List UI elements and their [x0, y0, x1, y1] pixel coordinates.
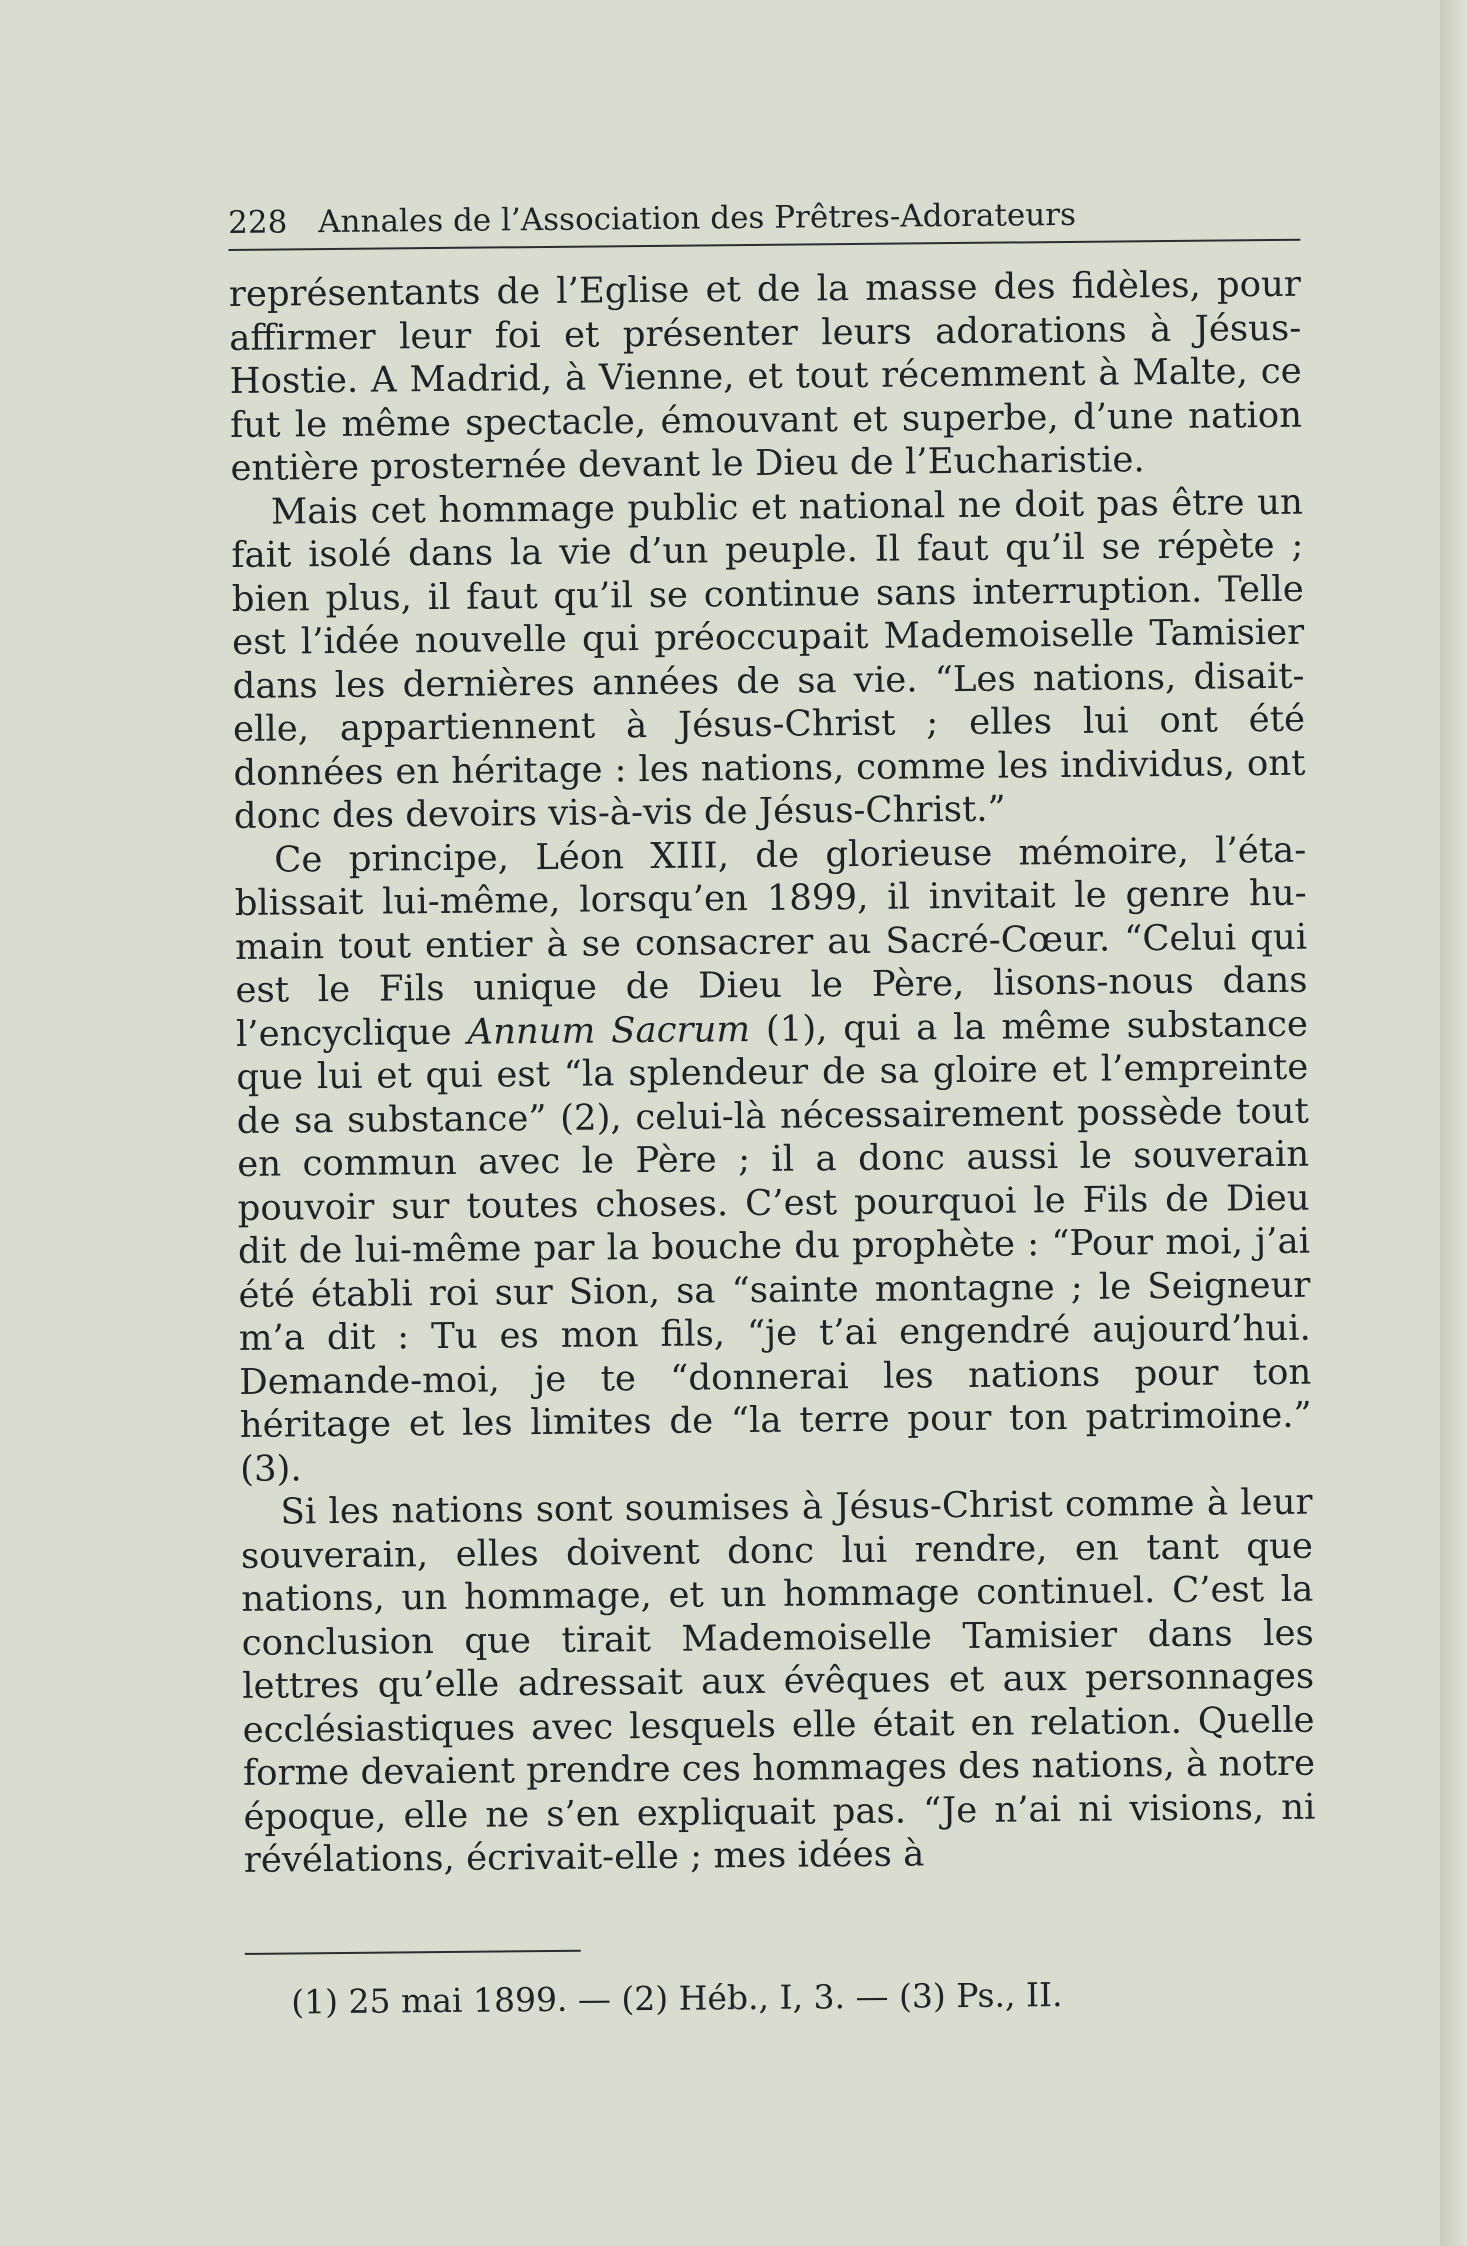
- paragraph-3: [234, 828, 1312, 1491]
- paragraph-2: Mais cet hommage public et national ne doit pas être un fait isolé dans la vie d’un peuple. Il faut qu’il se répète ; bien plus, il faut qu’il se continue sans interruption. Telle est l’idée nouvelle qui préoccupait Mademoiselle Tamisier dans les dernières années de sa vie. “Les nations, disait-elle, appartiennent à Jésus-Christ ; elles lui ont été données en héritage : les nations, comme les individus, ont donc des devoirs vis-à-vis de Jésus-Christ.”: [231, 481, 1306, 837]
- body-text: [229, 263, 1316, 1883]
- paragraph-3-text-b: (1), qui a la même substance que lui et qui est “la splendeur de sa gloire et l’empreinte de sa substance” (2), celui-là nécessairement possède tout en commun avec le Père ; il a donc aussi le souverain pouvoir sur toutes choses. C’est pourquoi le Fils de Dieu dit de lui-même par la bouche du prophète : “Pour moi, j’ai été établi roi sur Sion, sa “sainte montagne ; le Seigneur m’a dit : Tu es mon fils, “je t’ai engendré aujourd’hui. Demande-moi, je te “donnerai les nations pour ton héritage et les limites de “la terre pour ton patrimoine.” (3).: [236, 1003, 1312, 1490]
- page-number: 228: [228, 204, 288, 241]
- paragraph-1: représentants de l’Eglise et de la masse des fidèles, pour affirmer leur foi et présenter leurs adorations à Jésus-Hostie. A Madrid, à Vienne, et tout récemment à Malte, ce fut le même spectacle, émouvant et superbe, d’une nation entière prosternée devant le Dieu de l’Eucharistie.: [228, 263, 1303, 489]
- paragraph-3-text-a: Ce principe, Léon XIII, de glorieuse mémoire, l’établissait lui-même, lorsqu’en 1899, il invitait le genre humain tout entier à se consacrer au Sacré-Cœur. “Celui qui est le Fils unique de Dieu le Père, lisons-nous dans l’encyclique: [234, 829, 1308, 1055]
- paragraph-4: Si les nations sont soumises à Jésus-Christ comme à leur souverain, elles doivent donc lui rendre, en tant que nations, un hommage, et un hommage continuel. C’est la conclusion que tirait Mademoiselle Tamisier dans les lettres qu’elle adressait aux évêques et aux personnages ecclésiastiques avec lesquels elle était en relation. Quelle forme devaient prendre ces hommages des nations, à notre époque, elle ne s’en expliquait pas. “Je n’ai ni visions, ni révélations, écrivait-elle ; mes idées à: [240, 1481, 1316, 1881]
- encyclical-title: Annum Sacrum: [467, 1008, 751, 1053]
- running-header: [228, 195, 1300, 251]
- footnotes: (1) 25 mai 1899. — (2) Héb., I, 3. — (3) Ps., II.: [291, 1974, 1063, 2021]
- footnote-divider: [245, 1949, 581, 1954]
- page-content: [228, 195, 1317, 2023]
- running-title: Annales de l’Association des Prêtres-Adorateurs: [317, 196, 1077, 241]
- page-edge: [1440, 0, 1467, 2246]
